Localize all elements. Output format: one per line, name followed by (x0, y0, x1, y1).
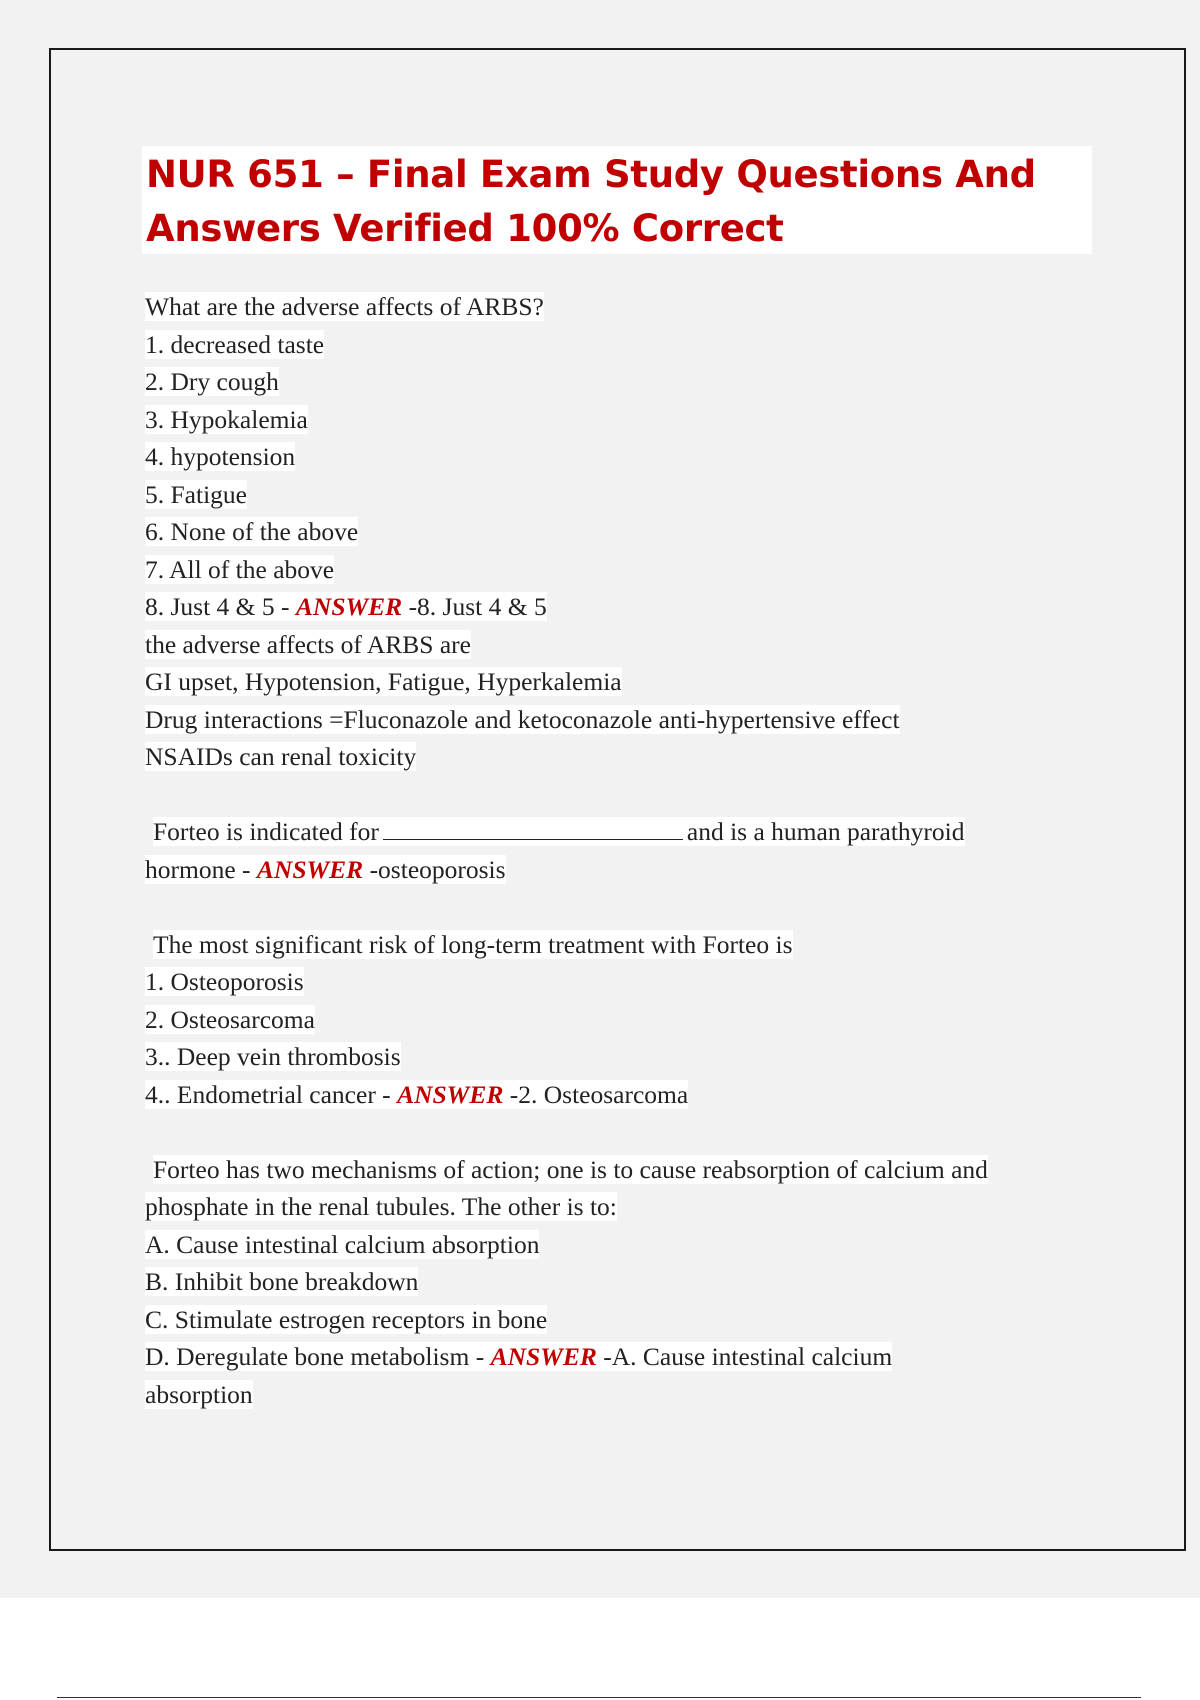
document-title: NUR 651 – Final Exam Study Questions And Answers Verified 100% Correct (146, 153, 1036, 250)
answer-label: ANSWER (256, 854, 364, 884)
answer-label: ANSWER (397, 1079, 504, 1109)
fill-in-blank (383, 817, 683, 840)
question-text: Forteo is indicated for and is a human parathyroid (153, 817, 965, 846)
answer-label: ANSWER (490, 1342, 597, 1371)
option-item: C. Stimulate estrogen receptors in bone (145, 1304, 548, 1334)
option-item: 4. hypotension (145, 442, 296, 471)
explanation-line: the adverse affects of ARBS are (145, 629, 471, 659)
explanation-line: NSAIDs can renal toxicity (145, 742, 417, 771)
answer-label: ANSWER (295, 592, 403, 621)
footer-divider (57, 1697, 1141, 1698)
question-text: Forteo has two mechanisms of action; one is to cause reabsorption of calcium and (153, 1154, 988, 1184)
option-item: 3.. Deep vein thrombosis (145, 1042, 401, 1071)
answer-text: -A. Cause intestinal calcium (596, 1342, 893, 1371)
option-item: 1. Osteoporosis (145, 967, 304, 996)
option-item: 2. Dry cough (145, 367, 279, 396)
question-list (145, 288, 1090, 1413)
option-item-with-answer: 4.. Endometrial cancer - ANSWER -2. Osteosarcoma (145, 1079, 689, 1109)
option-item: 1. decreased taste (145, 329, 325, 359)
option-item: A. Cause intestinal calcium absorption (145, 1229, 540, 1259)
question-text: The most significant risk of long-term treatment with Forteo is (153, 929, 793, 959)
option-item-with-answer: D. Deregulate bone metabolism - ANSWER -A. Cause intestinal calcium (145, 1342, 893, 1371)
option-item: 6. None of the above (145, 517, 359, 546)
option-item: 7. All of the above (145, 554, 335, 584)
option-item: 3. Hypokalemia (145, 404, 308, 434)
question-text-with-answer: hormone - ANSWER -osteoporosis (145, 854, 506, 884)
option-item: 2. Osteosarcoma (145, 1004, 315, 1034)
answer-text: -2. Osteosarcoma (503, 1079, 689, 1109)
question-block-forteo-mechanism (145, 1151, 1090, 1414)
explanation-line: GI upset, Hypotension, Fatigue, Hyperkalemia (145, 667, 622, 696)
answer-continuation: absorption (145, 1379, 253, 1409)
question-block-arbs (145, 288, 1090, 776)
question-block-forteo-risk (145, 926, 1090, 1114)
question-block-forteo-indication (145, 813, 1090, 888)
question-text: What are the adverse affects of ARBS? (145, 292, 544, 321)
answer-text: -8. Just 4 & 5 (402, 592, 547, 621)
explanation-line: Drug interactions =Fluconazole and ketoconazole anti-hypertensive effect (145, 704, 900, 734)
answer-text: -osteoporosis (363, 854, 506, 884)
option-item: 5. Fatigue (145, 479, 247, 509)
option-item: B. Inhibit bone breakdown (145, 1267, 419, 1296)
question-text: phosphate in the renal tubules. The other is to: (145, 1192, 617, 1221)
option-item-with-answer: 8. Just 4 & 5 - ANSWER -8. Just 4 & 5 (145, 592, 547, 621)
